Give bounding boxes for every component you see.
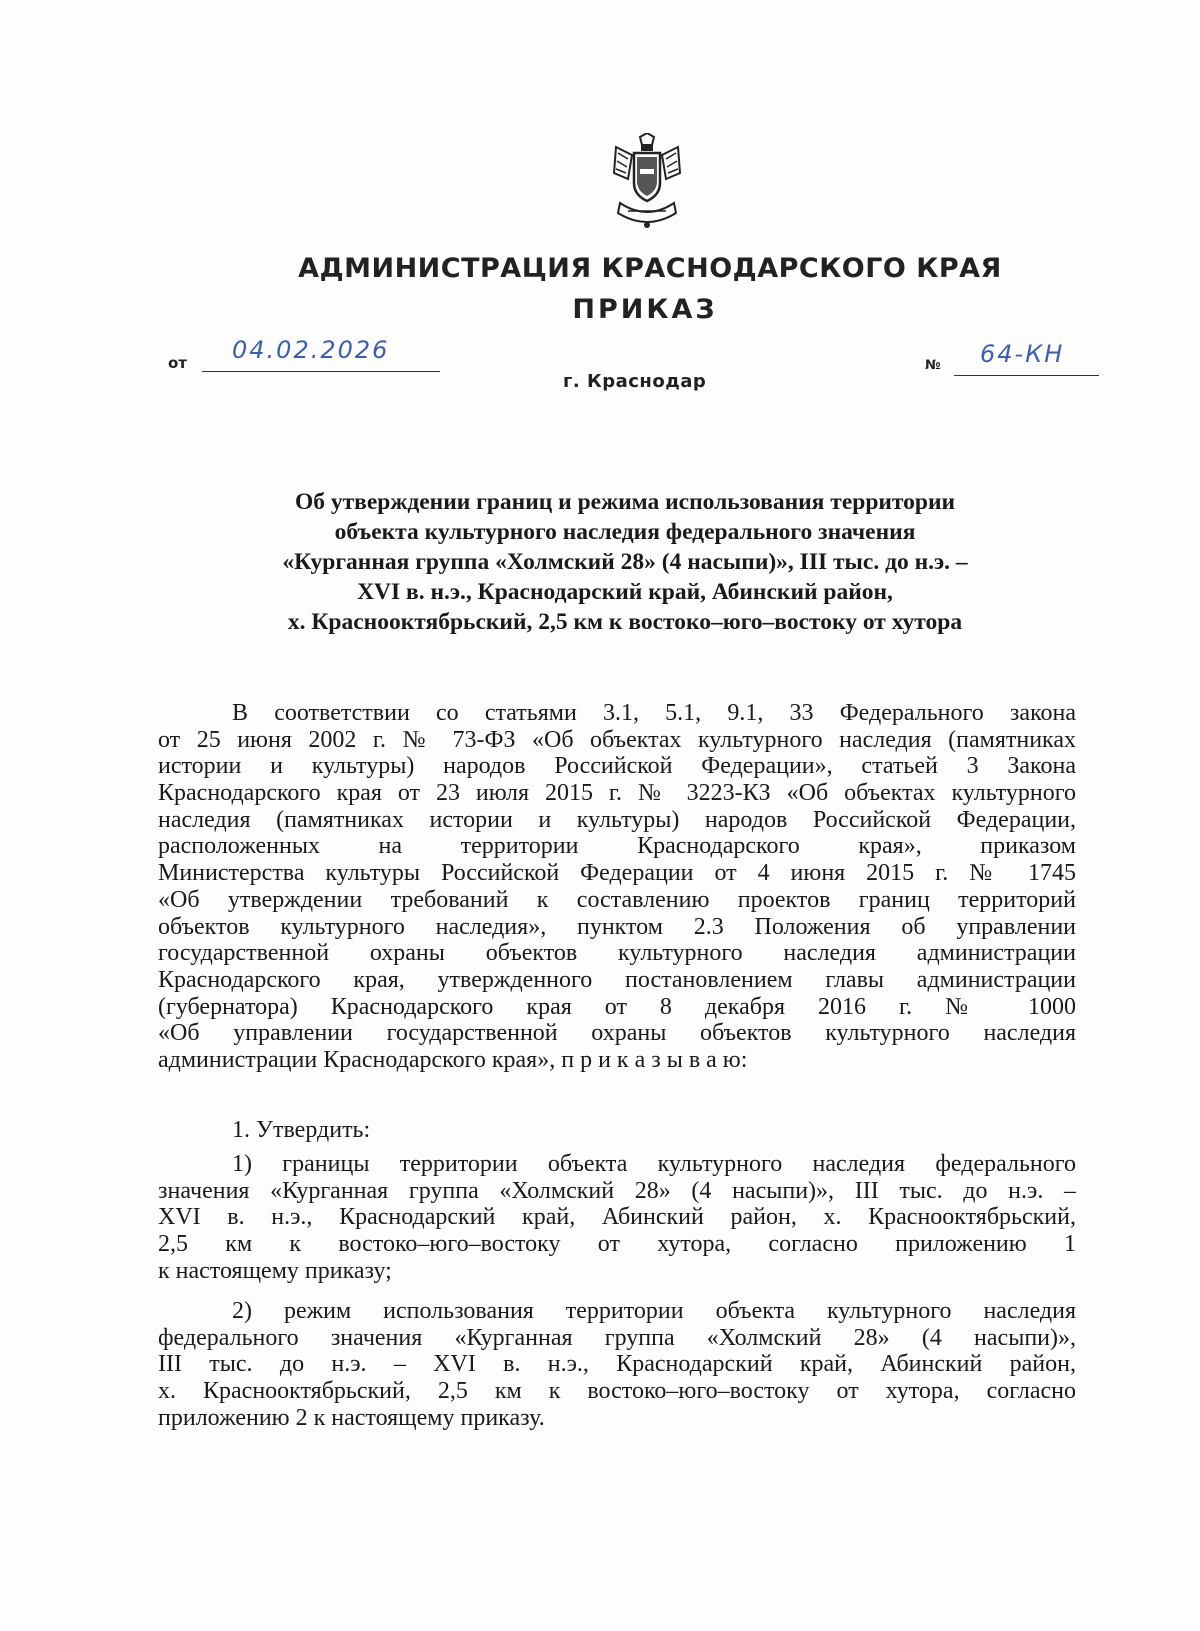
title-line: х. Краснооктябрьский, 2,5 км к востоко–юго–востоку от хутора: [287, 609, 963, 635]
text-line: расположенных на территории Краснодарского края», приказом: [158, 833, 1076, 860]
text-line: объектов культурного наследия», пунктом 2.3 Положения об управлении: [158, 913, 1076, 940]
subitem-1: [158, 1151, 1076, 1284]
city: г. Краснодар: [563, 371, 707, 392]
coat-of-arms-icon: [610, 133, 684, 233]
text-line: наследия (памятниках истории и культуры) народов Российской Федерации,: [158, 806, 1076, 833]
date-handwritten: 04.02.2026: [232, 336, 390, 364]
text-line: Краснодарского края от 23 июля 2015 г. № 3223-КЗ «Об объектах культурного: [158, 780, 1076, 807]
text-line: значения «Курганная группа «Холмский 28» (4 насыпи)», III тыс. до н.э. –: [158, 1177, 1076, 1204]
text-line: (губернатора) Краснодарского края от 8 декабря 2016 г. № 1000: [158, 993, 1076, 1020]
text-line: 2) режим использования территории объекта культурного наследия: [232, 1298, 1076, 1324]
text-line: Краснодарского края, утвержденного постановлением главы администрации: [158, 966, 1076, 993]
text-line: Министерства культуры Российской Федерации от 4 июня 2015 г. № 1745: [158, 860, 1076, 887]
organization-name: АДМИНИСТРАЦИЯ КРАСНОДАРСКОГО КРАЯ: [298, 253, 1002, 284]
item-1: [158, 1117, 1076, 1144]
subitem-2: [158, 1298, 1076, 1431]
text-line: 1) границы территории объекта культурного наследия федерального: [232, 1151, 1076, 1177]
text-line: «Об управлении государственной охраны объектов культурного наследия: [158, 1020, 1076, 1047]
text-line: «Об утверждении требований к составлению проектов границ территорий: [158, 886, 1076, 913]
title-line: XVI в. н.э., Краснодарский край, Абинский район,: [357, 579, 893, 605]
number-handwritten: 64-КН: [980, 340, 1065, 368]
text-line: 2,5 км к востоко–юго–востоку от хутора, согласно приложению 1: [158, 1231, 1076, 1258]
date-label: от: [168, 354, 187, 372]
document-type: ПРИКАЗ: [572, 294, 718, 325]
preamble-paragraph: [158, 700, 1076, 1074]
text-line: х. Краснооктябрьский, 2,5 км к востоко–юго–востоку от хутора, согласно: [158, 1378, 1076, 1405]
title-line: «Курганная группа «Холмский 28» (4 насыпи)», III тыс. до н.э. –: [282, 549, 968, 575]
text-line: истории и культуры) народов Российской Федерации», статьей 3 Закона: [158, 753, 1076, 780]
text-line: XVI в. н.э., Краснодарский край, Абинский район, х. Краснооктябрьский,: [158, 1204, 1076, 1231]
text-line: приложению 2 к настоящему приказу.: [158, 1404, 545, 1431]
text-line: администрации Краснодарского края», п р и к а з ы в а ю:: [158, 1046, 748, 1073]
text-line: 1. Утвердить:: [232, 1117, 371, 1143]
number-underline: [954, 375, 1099, 376]
text-line: В соответствии со статьями 3.1, 5.1, 9.1, 33 Федерального закона: [232, 700, 1076, 726]
title-line: объекта культурного наследия федерального значения: [334, 519, 916, 545]
document-title: [180, 487, 1070, 637]
text-line: от 25 июня 2002 г. № 73-ФЗ «Об объектах культурного наследия (памятниках: [158, 726, 1076, 753]
text-line: III тыс. до н.э. – XVI в. н.э., Краснодарский край, Абинский район,: [158, 1351, 1076, 1378]
number-label: №: [925, 358, 941, 373]
text-line: к настоящему приказу;: [158, 1257, 392, 1284]
text-line: государственной охраны объектов культурного наследия администрации: [158, 940, 1076, 967]
date-underline: [202, 371, 440, 372]
text-line: федерального значения «Курганная группа «Холмский 28» (4 насыпи)»,: [158, 1324, 1076, 1351]
title-line: Об утверждении границ и режима использования территории: [294, 489, 956, 515]
